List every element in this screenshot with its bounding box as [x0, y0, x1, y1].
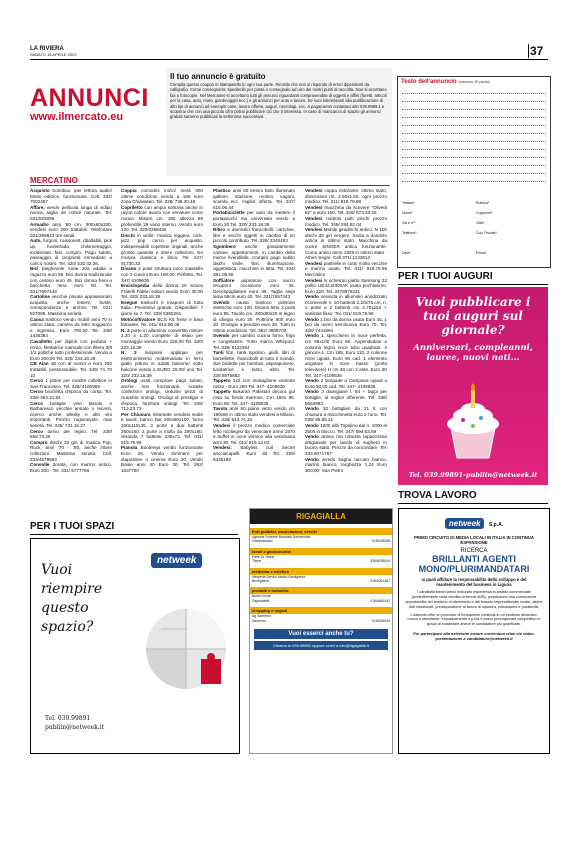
- netweek-intro: PRIMO CIRCUITO DI MEDIA LOCALI IN ITALIA IN CONTINUA ESPANSIONE: [414, 535, 534, 545]
- coupon-text-line[interactable]: [402, 109, 546, 111]
- classified-ad-lead: Dischi: [121, 232, 135, 238]
- classified-ad-text: bicicletta d'epoca da corsa. Tel. 339/ 463.31.84: [30, 389, 112, 400]
- netweek-spa: S.p.A.: [488, 522, 504, 528]
- netweek-body: I candidati ideali hanno maturato esperienza in ambito commerciale (preferibilmente nella vendita di servizi B2B), possiedono una conoscenza approfondita del territorio di riferimento e del tessuto imprenditoriale locale, ottime doti relazionali, predisposizione al lavoro di squadra, entusiasmo e proattività.: [405, 590, 543, 609]
- classified-ad-lead: Ritiro: [213, 227, 225, 233]
- spazi-phone: Tel. 039.99891: [45, 715, 91, 722]
- field-cognome[interactable]: Cognome*: [476, 211, 493, 215]
- spazi-title: PER I TUOI SPAZI: [30, 521, 115, 532]
- listing-name: Bordighera: [252, 579, 269, 584]
- netweek-job-logo: netweek: [445, 518, 485, 529]
- classified-ad: [305, 457, 387, 474]
- classified-ad-lead: Bici: [30, 266, 39, 272]
- auguri-subline: Anniversari, compleanni, lauree, nuovi nati...: [413, 343, 533, 363]
- classified-ad-text: aspiratore con sacco recupero occasione euro 45. Decespugliatore euro 38. Taglia siepi lama 55cm euro 40. Tel. 331/7697443: [213, 277, 295, 300]
- classified-ad: [305, 423, 387, 434]
- coupon-text-line[interactable]: [402, 165, 546, 167]
- classified-ad: [121, 317, 203, 328]
- classified-ad-lead: Vendesi: [305, 188, 323, 193]
- classified-ad-lead: Esegue: [121, 299, 138, 305]
- classified-ad-text: Sonobox, iper lettura audio/ Motto editrice, funzionante. Cell. 334/ 7002467: [30, 188, 112, 205]
- classified-ad: [121, 283, 203, 300]
- classified-ad-text: 1 bici da donna usata Euro 45, 1 bici da uomo seminuova Euro 70. Tel. 328/ 7431894: [305, 316, 387, 333]
- classified-ad-lead: Per Chiusura: [121, 411, 151, 417]
- listing-name: Sanremo: [252, 618, 266, 623]
- classified-ad-lead: Affare,: [30, 204, 45, 210]
- classified-ad-text: comodini inizio/ metà 900 ottime condizioni vendo a 150 euro zona Chiavasso. Tel. 328/ 736.20.18.: [121, 188, 203, 205]
- classified-ad-lead: Orologi: [121, 378, 138, 384]
- classified-ad: [121, 300, 203, 317]
- classified-ad: [30, 440, 112, 462]
- classified-ad-lead: Divano: [121, 266, 137, 272]
- classified-ad-lead: Coppia: [121, 188, 137, 193]
- classified-ad-text: Bontempi vendo funzionante Euro 25. Vendo Simmern per diapositive o cinema Euro 20. Vendo Baule anni 40 Euro 30. Tel. 392/ 1637700: [121, 445, 203, 473]
- classified-ad-text: per auto da mettere il portapacchi ma universale vendo a Euro 20 Tel. 320/ 233.18.39: [213, 210, 295, 227]
- classified-ad-text: furgoni, caissonett, ribaltabili, pick up, fuoristrada, chilometraggio, incidentati, fusi, compro. Pago subito, passaggio di proprietà immediato a carico nostro. Tel. 320/ 532 42 26.: [30, 238, 112, 266]
- classified-ad-lead: CB Alan: [30, 361, 49, 367]
- auguri-title: PER I TUOI AUGURI: [398, 271, 493, 282]
- classified-ad-lead: Consolle: [30, 462, 50, 468]
- netweek-role-2: MONO/PLURIMANDATARI: [418, 564, 530, 574]
- classified-ad: [213, 227, 295, 244]
- classified-ad: [121, 233, 203, 267]
- classified-ad-lead: Armadio: [30, 221, 49, 227]
- listing-name: Biofin Olona: [252, 594, 271, 599]
- classified-ad-text: anni 60 trenini tutto illuminato gallerie, stazione, molino, vagoni, scambi ecc. miglior offerta. Tel. 347/ 616.06.44: [213, 188, 295, 210]
- classified-ad-text: 30 bottiglieri da 21 lt con chiusura a macchinetta euro 2 l'uno. Tel. 039/ 95.65.21: [305, 406, 387, 423]
- classified-ad: [305, 378, 387, 389]
- classified-ad: [121, 412, 203, 446]
- classified-ad-lead: Cerco: [30, 389, 44, 395]
- classified-ad-text: anche gratuitamente cantine, appartamenti, in cambio della merce rivendibile. Compro pago subito dischi vinile, libri, illuminazione, oggettistica, macchine in latta. Tel. 334/ 391.06.56: [213, 243, 295, 277]
- classified-ad: [121, 378, 203, 412]
- classified-ad: [30, 205, 112, 222]
- free-ad-title: Il tuo annuncio è gratuito: [170, 72, 266, 81]
- classified-ad: [30, 429, 112, 440]
- classified-ad-text: causa trasloco poltrone elettriche euro 100. Divano letto 2 posti euro 55. Tavolo cm. 280x90x20 in legno di ciliegio euro 20. Poltrone 900 euro 30. Orologio a pendolo euro 20. Tutto in ottime condizioni. Tel. 392/ 3508703: [213, 299, 295, 333]
- classified-ad-lead: Motocoltivatore: [121, 316, 156, 322]
- classified-ad-text: a domicilio francobolli, cartoline, libri e vecchi oggetti in cambio di un piccolo contributo. Tel. 328/ 3348493: [213, 227, 295, 244]
- classified-ad-lead: N. 2: [121, 327, 130, 333]
- newspaper-brand: LA RIVIERA: [30, 46, 64, 52]
- classified-ad-lead: Vendo: [305, 422, 319, 428]
- classified-ad-lead: Acquisto: [30, 188, 50, 193]
- free-ad-info-box: [166, 68, 392, 176]
- coupon-text-line[interactable]: [402, 149, 546, 151]
- classified-ad-lead: N. 3: [121, 350, 137, 356]
- classified-ad-lead: Sgombero: [213, 243, 236, 249]
- classified-ad-lead: Soffiatore: [213, 277, 235, 283]
- annunci-title: ANNUNCI: [30, 84, 149, 112]
- classified-ad-text: tv schermo piatto Samsung 32 pollici UE32J4300AK usato pochissimo. Euro 220. Tel. 3476975431: [305, 277, 387, 294]
- coupon-text-line[interactable]: [402, 157, 546, 159]
- classified-ad-text: BCS K5 frese e bara falciante. Tel. 011/ 913.96.08: [121, 316, 203, 328]
- classified-ad-text: usati comprare pago subito, anche non funzionanti, scatole confezioni orologi, cinturini pezzi di ricambio orologi. Orologi di prestigio e d'epoca, fornitura orologi. Tel. 339/ 713.23.73: [121, 378, 203, 412]
- coupon-text-line[interactable]: [402, 141, 546, 143]
- field-codice-fiscale[interactable]: Cod. Fiscale*: [476, 231, 497, 235]
- coupon-text-line[interactable]: [402, 173, 546, 175]
- auguri-contact: Tel. 039.99891-publiin@netweek.it: [408, 471, 538, 479]
- mercatino-rule: [30, 185, 390, 186]
- classified-ad-lead: Vendesi: [305, 277, 323, 283]
- listing-name: Agenzia Funebre Blumonti Sanvenzille: [252, 535, 311, 539]
- classified-ad-text: 1 specchiera in noce perfetta, cm 66x100 Euro 50. Appendiabito a colonna legno noce tubo quadrato. 4 gancio+4. Cm 185. Euro 110. 2 colonne noce uguali. Euro 60 cad. 1 elemento angolare in noce basso (porta televisore) H cm 48 con 2 ante. Euro 60 Tel. 347- 4109636: [305, 333, 387, 378]
- classified-ad: [213, 423, 295, 445]
- classified-ad-text: tornio per legno. Tel. 339/ 658.73.26: [30, 428, 112, 440]
- field-telefono[interactable]: Telefono*: [402, 231, 417, 235]
- netweek-ricerca: RICERCA: [460, 548, 488, 554]
- annunci-logo: [30, 86, 158, 128]
- coupon-text-line[interactable]: [402, 181, 546, 183]
- classified-ad-text: anni '60 cm. 300x60x200, vendesi euro 200 trattabili. Telefonare 031/269843 ore serali.: [30, 221, 112, 238]
- rigagialla-listing: [250, 579, 392, 583]
- classified-ad: [30, 339, 112, 361]
- classified-ad: [305, 317, 387, 334]
- netweek-logo: netweek: [151, 553, 202, 568]
- classified-ad-lead: Vendo: [305, 406, 319, 412]
- classified-ad-text: il prezzo medico comerciale letto ricoliegno da verniciare anno 1970 e buffet in noce vernice alla veneziana anni 30. Tel. 011/ 919.12.82: [213, 422, 295, 445]
- trova-lavoro-title: TROVA LAVORO: [398, 490, 477, 501]
- spazi-rule: [30, 534, 238, 535]
- classified-ad-text: bottiglie vino Barolo e Barbaresco vecchie annate o recenti, ricerco anche whisky e altri vini importanti. Prezzo ragionevole, max serietà. Tel. 335/ 731.16.27: [30, 400, 112, 428]
- classified-ad: [30, 294, 112, 316]
- header-rule: [30, 59, 548, 60]
- classified-ad: [30, 361, 112, 378]
- netweek-offer: L'azienda offre un percorso di formazione continua in un contesto dinamico, nuovo e stimolante. Inquadramento a p.iva e piano provvigionale competitivo in grado di soddisfare anche le candidature più qualificate.: [407, 612, 541, 627]
- classified-ad: [213, 333, 295, 350]
- classified-ad-lead: Vendesi: [305, 227, 323, 233]
- listing-phone: 0184/28288: [372, 539, 390, 544]
- classified-ad: [30, 401, 112, 429]
- listing-phone: 335/6038044: [370, 559, 390, 564]
- listing-name: Titone: [252, 559, 262, 564]
- page-number-divider: [528, 44, 529, 58]
- classified-ad: [121, 328, 203, 350]
- classifieds-column-3: [213, 188, 295, 462]
- listing-phone: 0184/261487: [370, 579, 390, 584]
- classified-ad-text: mattoni pulti pinchi prezzo modico. Tel. 349/ 284.92.04: [305, 215, 387, 227]
- classified-ad-text: ristorante vendesi sedie e tavoli, banco bar 260x60x100, forno 330x110x35, 2 porte a due battenti 260x150, 2 porte a molla da 190x180, veranda 7 battenti 230x72. Tel. 011/ 919.79.99: [121, 411, 204, 445]
- rigagialla-cta[interactable]: Vuoi esserci anche tu?: [254, 629, 388, 639]
- netweek-cta[interactable]: Per partecipare alla selezione inviare curriculum vitae e/o video-presentazione a candidature@netweek.it: [413, 630, 535, 641]
- classified-ad-text: per cambio cucina forno, frigo e congelatore. Tutto marca Whirpool. Tel. 339/ 8122384: [213, 333, 295, 350]
- classified-ad-text: 3x2 con medaglione centrale rosso - Euro 280 Tel. 347- 4109636: [213, 378, 295, 389]
- classified-ad-lead: Copriletto: [121, 204, 143, 210]
- classified-ad-text: vecchie private appassionato acquista, anche lettere, buste, corrispondenze e archivi. Tel. 031/ 927085. Massima serietà.: [30, 294, 112, 317]
- classified-ad-lead: Cerco: [30, 428, 44, 434]
- classified-ad: [305, 205, 387, 216]
- classified-ad-lead: Vendo: [305, 378, 319, 384]
- classified-ad-text: libri, tanti topolino, gialli, libri di barzellette, francobolli di tutto il mondo, due bicilette per bambini, aspirapolvere, lucidatrice e tanto altro. Tel. 338.8575682: [213, 350, 295, 378]
- classified-ad-text: Mobile giradischi antico. N 100 dischi 33 giri vergem. Sedia a dondolo antica in ottimo stato. Macchina da cucire SINGER antica funzionante. Como antico anno 1928 in ottimo stato - Athen Segre. Cell 371/ 1133812: [305, 227, 387, 261]
- field-citta[interactable]: Città*: [476, 221, 485, 225]
- listing-name: Hesperia Servizi Medici Bordighera: [252, 574, 305, 579]
- classified-ad-lead: Vendesi: [305, 260, 323, 266]
- classified-ad-lead: Vendesi: [305, 204, 323, 210]
- rigagialla-cta-contact[interactable]: Chiama lo 039.99891 oppure scrivi a info@rigagialla.it: [254, 641, 388, 650]
- classified-ad-text: porte in alluminio convertite misure 2.20 x 1.20 complete di telaio per montaggio vendo Euro 150,00 Tel. 320/ 233.18.39: [121, 327, 203, 350]
- classified-ad: [213, 188, 295, 210]
- classified-ad: [213, 350, 295, 378]
- classified-ad-text: vendo pellicola lunga di vidipo nuova, taglia 48 colore naturale. Tel. 031/523058: [30, 204, 112, 221]
- classified-ad-lead: Compro: [30, 439, 48, 445]
- classified-ad-text: Bukaran Pakistan decoro gul rosa su fondo marrone. Cm 150x 96. Euro 60. Tel. 347- 4109636: [213, 389, 295, 406]
- classified-ad: [30, 378, 112, 389]
- classified-ad-text: dischi 33 giri di musica Pop, Rock, anni '70 - '80, anche intere collezioni. Massima serietà. Cell. 333/4579693: [30, 439, 112, 462]
- auguri-rule: [398, 284, 548, 285]
- classified-ad-text: anni 60 piano vetro vendo cm 190x80 in ottimo stato vendesi a Milano. Tel. 328/ 613.74.33: [213, 406, 295, 423]
- field-firma[interactable]: Firma*: [476, 251, 487, 255]
- coupon-text-line[interactable]: [402, 101, 546, 103]
- classified-ad-text: traslochi e trasporti di tutta Italia. Preventivi gratuiti. Disponibile 7 giorni su 7. Tel. 339/ 5365261: [121, 299, 203, 317]
- page-number: 37: [530, 44, 544, 58]
- classified-ad-text: 48 con al nuovo a euro 250 trattabili, possessiobile. Tel. 349/ 74 70 10: [30, 361, 112, 378]
- spazi-email[interactable]: publiin@netweek.it: [45, 724, 105, 731]
- field-rubrica[interactable]: Rubrica*: [476, 201, 490, 205]
- field-via[interactable]: Via e n°*: [402, 221, 416, 225]
- classified-ad-lead: Cavalletto: [30, 339, 52, 345]
- rigagialla-listing: [250, 559, 392, 563]
- classified-ad: [30, 266, 112, 294]
- free-ad-body: Compila questo coupon in stampatello in ogni sua parte. Ricorda che non si risponde di errori dipendenti da calligrafia. Come consegnarlo: spediscilo per posta o consegnalo ad uno dei nostri punti di raccolta. Non si accettano fax o fotocopie. Nel Mercatino si accettano tutti gli annunci riguardanti compravendite di oggetti e affini (furetti, articoli per la casa, auto, moto, giardinaggio ecc.) e gli annunci per auto e lavoro. Se vuoi interessanti alla pubblicazione di altri tipi di annunci ad esempio case, lavoro offerte, auguri, necrologi, ecc. a pagamento contattaci allo 039.9989.1 e scoprirai che con una piccola cifra potrai pubblicare ciò che ti interessa. In caso di mancanza di spazio gli annunci gratuiti saranno pubblicati la settimana successiva.: [170, 82, 387, 120]
- classified-ad: [305, 227, 387, 261]
- classified-ad: [305, 294, 387, 316]
- classified-ad: [121, 445, 203, 473]
- field-data[interactable]: Data*: [402, 251, 411, 255]
- classified-ad: [305, 216, 387, 227]
- classified-ad: [305, 406, 387, 423]
- classified-ad-text: 1200 albi Topolino dal n. 1000 al 2500 in blocco. Tel. 347/ 594.63.69: [305, 422, 387, 434]
- field-testata[interactable]: Testata*: [402, 201, 415, 205]
- classified-ad: [213, 389, 295, 406]
- auguri-headline: Vuoi pubblicare i tuoi auguri sul giornale?: [415, 295, 531, 337]
- classified-ad: [305, 434, 387, 456]
- classified-ad: [305, 333, 387, 378]
- rigagialla-section-title: medicina e estetica: [250, 568, 392, 575]
- classified-ad: [213, 244, 295, 278]
- listing-phone: 0184/91044: [372, 618, 390, 623]
- classified-ad-text: arredo bagno laccato bianco, marmo bianco, larghezza 1.24 Euro 300,00- San Pietro: [305, 456, 387, 473]
- classified-ad: [30, 389, 112, 400]
- classified-ad-text: lampioni applique per esterno/interno modernariato in ferro giallo pittura in adatti balcone/ sotto balcone vendo a EURO 20,00/ uno Tel. 320/ 233.18.39: [121, 350, 203, 378]
- classified-ad-lead: Pianola: [121, 445, 138, 451]
- netweek-job-ad: [398, 508, 550, 754]
- classified-ad: [121, 188, 203, 205]
- classified-ad-text: Babyliss curl Secret aricciacapelli. Euro 30 Tel. 329/ 5435188: [213, 445, 295, 462]
- coupon-text-line[interactable]: [402, 93, 546, 95]
- classified-ad: [121, 266, 203, 283]
- classified-ad-text: pastrelle in cotto molto vecchie e marmo usato. Tel. 011/ 919.79.98 Mercatino: [305, 260, 387, 277]
- classified-ad-lead: Svendo: [213, 299, 230, 305]
- classified-ad-text: 2 lampade a Campana uguali a Euro 50,00 cad. Tel. 347- 4109636: [305, 378, 387, 389]
- classified-ad-text: pieghevole ruote 20a adatta a ragazzo euro 55. Bici donna tradizionale con cestino euro 45. Bici donna freni a bacchetta nera euro 50. Tel. 331/7697443: [30, 266, 112, 294]
- classified-ad: [30, 462, 112, 473]
- classified-ad-text: trasloco vendo mobili anni 70 in ottimo stato, camera da letto soggiorno e ingresso. Euro 750,00 Tel. 349/ 1436384: [30, 316, 112, 339]
- classified-ad: [121, 350, 203, 378]
- coupon-text-line[interactable]: [402, 125, 546, 127]
- classified-ad-lead: Tappeto: [213, 378, 231, 384]
- classified-ad: [30, 238, 112, 266]
- classified-ad-text: dorata, con marmo antico. Euro 200 - Tel. 331/ 5777768: [30, 462, 112, 473]
- classified-ad: [30, 222, 112, 239]
- classified-ad-lead: Enciclopedia: [121, 283, 150, 289]
- netweek-role-1: BRILLANTI AGENTI: [432, 554, 516, 564]
- classified-ad-text: per dipinti con pedana + rinvio, filettatrice manuale con filiera 3/8 1/2 polliche tutto professionale. Vendo a Euro 200,00 Tel. 320/ 233.18.39: [30, 339, 112, 361]
- classified-ad-text: macchina da scrivere "Olivetti 82" a euro 150. Tel. 328/ 673.33.26: [305, 204, 387, 216]
- classified-ad-lead: Portabiciclette: [213, 210, 245, 216]
- classified-ad-text: 1 pittori per mostre collettive in San Francesco. Tel. 328/ 4160959: [30, 378, 112, 389]
- rigagialla-ad: [249, 508, 393, 754]
- coupon-note: (massimo 20 parole): [458, 80, 491, 84]
- listing-phone: 0184/689142: [370, 598, 390, 603]
- classifieds-column-1: [30, 188, 112, 473]
- classified-ad: [213, 278, 295, 300]
- coupon-text-line[interactable]: [402, 133, 546, 135]
- classified-ad-lead: Vendo: [305, 456, 319, 462]
- classified-ad-lead: Auto,: [30, 238, 42, 244]
- classified-ad: [305, 261, 387, 278]
- classified-ad-lead: Tavola: [213, 406, 228, 412]
- classified-ad: [213, 406, 295, 423]
- puzzle-sphere-icon: [141, 599, 231, 699]
- spazi-ad: [30, 538, 240, 754]
- issue-date: SABATO 16 APRILE 2022: [30, 52, 77, 57]
- rigagialla-listings: [250, 528, 392, 623]
- classified-ad-lead: Cerco: [30, 378, 44, 384]
- classifieds-column-2: [121, 188, 203, 473]
- listing-name: Campociosso: [252, 539, 273, 544]
- rigagialla-logo: RIGAGIALLA: [250, 509, 392, 524]
- spazi-headline: Vuoi riempire questo spazio?: [41, 562, 103, 635]
- field-nome[interactable]: Nome*: [402, 211, 413, 215]
- classified-ad: [213, 445, 295, 462]
- rigagialla-section-title: Enti pubblici, associazioni, servizi: [250, 528, 392, 535]
- classified-ad-lead: Tanti: [213, 350, 224, 356]
- classified-ad: [213, 210, 295, 227]
- mercatino-title: MERCATINO: [30, 176, 78, 185]
- rigagialla-listing: [250, 599, 392, 603]
- classified-ad-lead: Vendo: [305, 389, 319, 395]
- classified-ad-lead: Cartoline: [30, 294, 50, 300]
- classified-ad: [30, 317, 112, 339]
- netweek-sub: ai quali affidare la responsabilità dello sviluppo e del mantenimento del business in Liguria: [421, 577, 527, 588]
- classified-ad-lead: Cerco: [30, 400, 44, 406]
- classified-ad-text: 2 posti struttura noce massello con 2 cuscini Euro 180,00. Perfetto. Tel. 347/ 4109636.: [121, 266, 203, 283]
- cupcake-icon: [433, 382, 513, 462]
- classified-ad-text: coppa ristorante, ottimo stato, dimensioni mt. 2.90x1.50, ogni prezzo modico. Tel. 011/ 919.79.98: [305, 188, 387, 205]
- ad-coupon-form: [397, 76, 551, 268]
- classified-ad-lead: Vendo: [305, 333, 319, 339]
- listing-name: Pane Di Titone: [252, 554, 275, 559]
- rigagialla-section-title: shopping e negozi: [250, 607, 392, 614]
- auguri-ad: [398, 287, 548, 485]
- classified-ad-text: in vinile: musica leggera, rock, jazz, pop cerco per acquisto. Indispensabili copertine originali, anche grosse quantità e intere collezioni. No musica classica e lirica. Tel. 347/ 91730.32: [121, 232, 203, 266]
- coupon-title-text: Testo dell'annuncio: [401, 79, 457, 85]
- classified-ad-text: con ampia sottovia anche in rayon colore avorio con venature come nuovo. Misure cm. 180 altezza 90 profondità 29 vano interno. Vendo euro 120. Tel. 320/0359436: [121, 204, 203, 233]
- coupon-title: [398, 77, 550, 87]
- classified-ad-lead: Vendesi:: [213, 445, 232, 451]
- classified-ad-lead: Vendo: [305, 316, 319, 322]
- classified-ad-text: antica ma robusta tappezzeria artigianale per tavolo di sughero in buona stato. Prezzo da concordare. Tel. 333 8071767: [305, 434, 387, 456]
- rigagialla-listing: [250, 539, 392, 543]
- classified-ad-text: della donna 20 volumi Fratelli Fabbri editori vendo Euro 30,00 Tel. 320/ 233.18.39: [121, 283, 203, 300]
- classified-ad-lead: Tappeto: [213, 389, 231, 395]
- rigagialla-section-title: locali e gastronomia: [250, 548, 392, 555]
- classified-ad-lead: Causa: [30, 316, 44, 322]
- classified-ad-lead: Vendo: [305, 434, 319, 440]
- classified-ad: [30, 188, 112, 205]
- coupon-text-line[interactable]: [402, 117, 546, 119]
- listing-name: Ospedaletti: [252, 598, 270, 603]
- classified-ad: [305, 278, 387, 295]
- classified-ad: [305, 389, 387, 406]
- classified-ad: [213, 378, 295, 389]
- classified-ad-text: 3 damigiane l. 54 + tappi per bottiglie, al miglior offerente. Tel. 338/ 5664993.: [305, 389, 387, 406]
- rigagialla-section-title: prodotti e industria: [250, 587, 392, 594]
- classified-ad-lead: Svendo: [213, 333, 230, 339]
- annunci-url[interactable]: www.ilmercato.eu: [30, 111, 124, 123]
- classifieds-column-4: [305, 188, 387, 473]
- classified-ad-lead: Vendo: [305, 294, 319, 300]
- rigagialla-listing: [250, 619, 392, 623]
- classified-ad: [305, 188, 387, 205]
- classified-ad-lead: Vendesi: [213, 422, 231, 428]
- classified-ad-text: veranda in alluminio anodizzato ricomevole n. 10 battenti 2.20x75 cm, n. 2 porte a 2 battenti cm 2.70x152 + vasistas fisso. Tel. 011/ 919.79.96: [305, 294, 387, 317]
- classified-ad: [121, 205, 203, 233]
- classified-ad-lead: Vendesi: [305, 215, 323, 221]
- listing-name: Ag Sanremo: [252, 614, 271, 619]
- classified-ad: [213, 300, 295, 334]
- classified-ad-lead: Plastico: [213, 188, 231, 193]
- trova-lavoro-rule: [398, 503, 548, 504]
